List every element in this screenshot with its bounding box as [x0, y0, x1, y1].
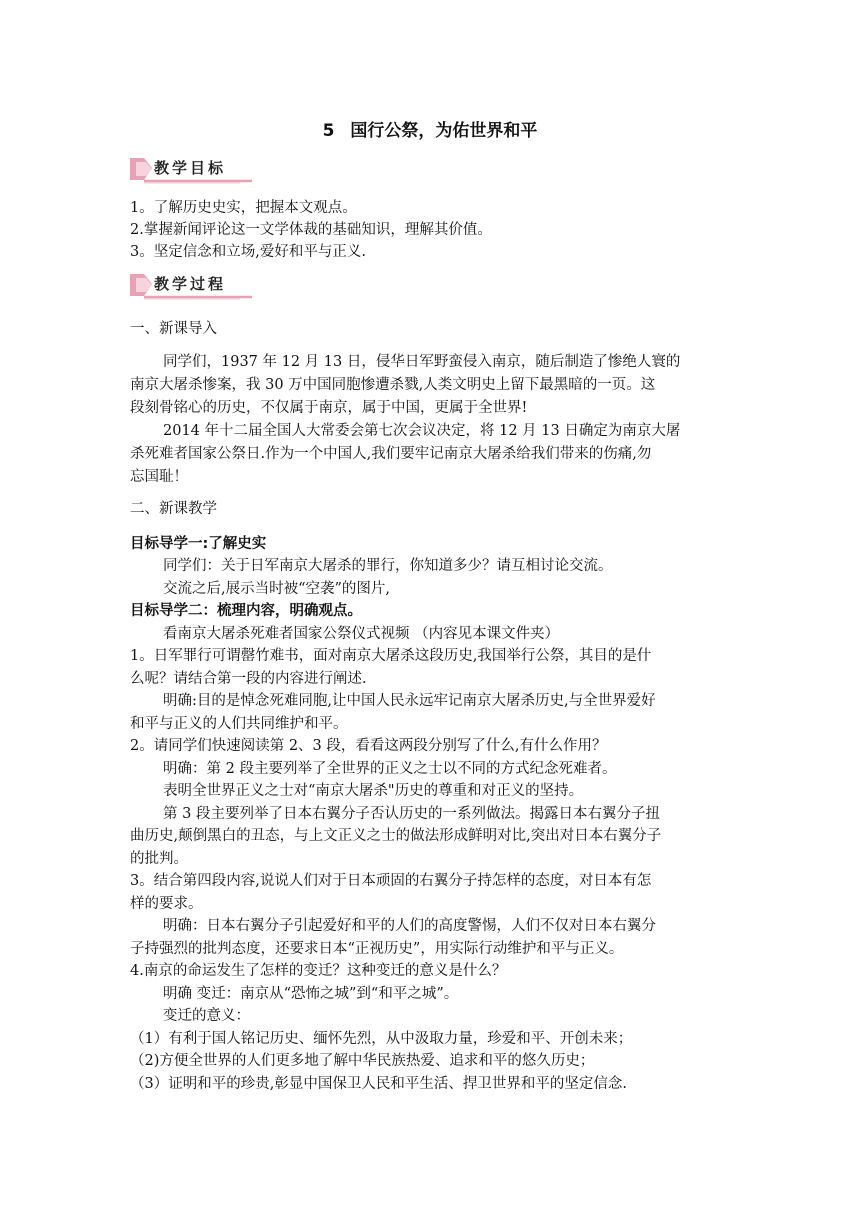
paragraph-line: 2。请同学们快速阅读第 2、3 段，看看这两段分别写了什么,有什么作用？ — [130, 738, 607, 754]
goal-item: 2.掌握新闻评论这一文学体裁的基础知识，理解其价值。 — [130, 222, 492, 238]
section-heading: 二、新课教学 — [130, 501, 217, 517]
paragraph-line: 明确：日本右翼分子引起爱好和平的人们的高度警惕，人们不仅对日本右翼分 — [163, 918, 656, 934]
goal-item: 1。了解历史史实，把握本文观点。 — [130, 200, 357, 216]
banner-label: 教学过程 — [154, 275, 227, 293]
paragraph-line: 明确:目的是悼念死难同胞,让中国人民永远牢记南京大屠杀历史,与全世界爱好 — [163, 693, 656, 709]
paragraph-line: 南京大屠杀惨案，我 30 万中国同胞惨遭杀戮,人类文明史上留下最黑暗的一页。这 — [130, 377, 656, 393]
lesson-number: 5 — [322, 121, 335, 141]
paragraph-line: 交流之后,展示当时被“空袭”的图片, — [163, 581, 391, 597]
paragraph-line: 样的要求。 — [130, 896, 203, 912]
paragraph-line: 看南京大屠杀死难者国家公祭仪式视频 （内容见本课文件夹） — [163, 626, 560, 642]
paragraph-line: 3。结合第四段内容,说说人们对于日本顽固的右翼分子持怎样的态度，对日本有怎 — [130, 873, 652, 889]
paragraph-line: 同学们，1937 年 12 月 13 日，侵华日军野蛮侵入南京，随后制造了惨绝人寰的 — [163, 354, 681, 370]
paragraph-line: 第 3 段主要列举了日本右翼分子否认历史的一系列做法。揭露日本右翼分子扭 — [163, 806, 660, 822]
paragraph-line: 和平与正义的人们共同维护和平。 — [130, 716, 348, 732]
paragraph-line: 变迁的意义： — [163, 1008, 250, 1024]
paragraph-line: 曲历史,颠倒黑白的丑态，与上文正义之士的做法形成鲜明对比,突出对日本右翼分子 — [130, 828, 662, 844]
paragraph-line: 忘国耻！ — [130, 469, 188, 485]
subheading: 目标导学一:了解史实 — [130, 536, 267, 552]
paragraph-line: 表明全世界正义之士对“南京大屠杀"历史的尊重和对正义的坚持。 — [163, 783, 584, 799]
goal-item: 3。坚定信念和立场,爱好和平与正义. — [130, 244, 366, 260]
paragraph-line: 2014 年十二届全国人大常委会第七次会议决定，将 12 月 13 日确定为南京大屠 — [163, 423, 681, 439]
paragraph-line: 4.南京的命运发生了怎样的变迁？这种变迁的意义是什么？ — [130, 963, 507, 979]
lesson-title: 国行公祭，为佑世界和平 — [350, 121, 538, 141]
section-heading: 一、新课导入 — [130, 321, 217, 337]
page-title — [0, 116, 860, 141]
paragraph-line: 杀死难者国家公祭日.作为一个中国人,我们要牢记南京大屠杀给我们带来的伤痛,勿 — [130, 446, 652, 462]
paragraph-line: 明确：第 2 段主要列举了全世界的正义之士以不同的方式纪念死难者。 — [163, 761, 617, 777]
paragraph-line: 子持强烈的批判态度，还要求日本“正视历史”，用实际行动维护和平与正义。 — [130, 941, 624, 957]
paragraph-line: 1。日军罪行可谓罄竹难书，面对南京大屠杀这段历史,我国举行公祭，其目的是什 — [130, 648, 652, 664]
section-banner-goals — [130, 154, 254, 184]
paragraph-line: 段刻骨铭心的历史，不仅属于南京，属于中国，更属于全世界! — [130, 400, 528, 416]
paragraph-line: 的批判。 — [130, 851, 188, 867]
paragraph-line: 明确 变迁：南京从“恐怖之城”到“和平之城”。 — [163, 986, 459, 1002]
paragraph-line: 么呢？请结合第一段的内容进行阐述. — [130, 671, 367, 687]
banner-label: 教学目标 — [154, 159, 227, 177]
subheading: 目标导学二：梳理内容，明确观点。 — [130, 603, 362, 619]
section-banner-process — [130, 270, 254, 300]
list-item: （3）证明和平的珍贵,彰显中国保卫人民和平生活、捍卫世界和平的坚定信念. — [130, 1076, 627, 1092]
list-item: （2)方便全世界的人们更多地了解中华民族热爱、追求和平的悠久历史； — [130, 1053, 595, 1069]
list-item: （1）有利于国人铭记历史、缅怀先烈，从中汲取力量，珍爱和平、开创未来； — [130, 1031, 633, 1047]
paragraph-line: 同学们：关于日军南京大屠杀的罪行，你知道多少？请互相讨论交流。 — [163, 558, 613, 574]
